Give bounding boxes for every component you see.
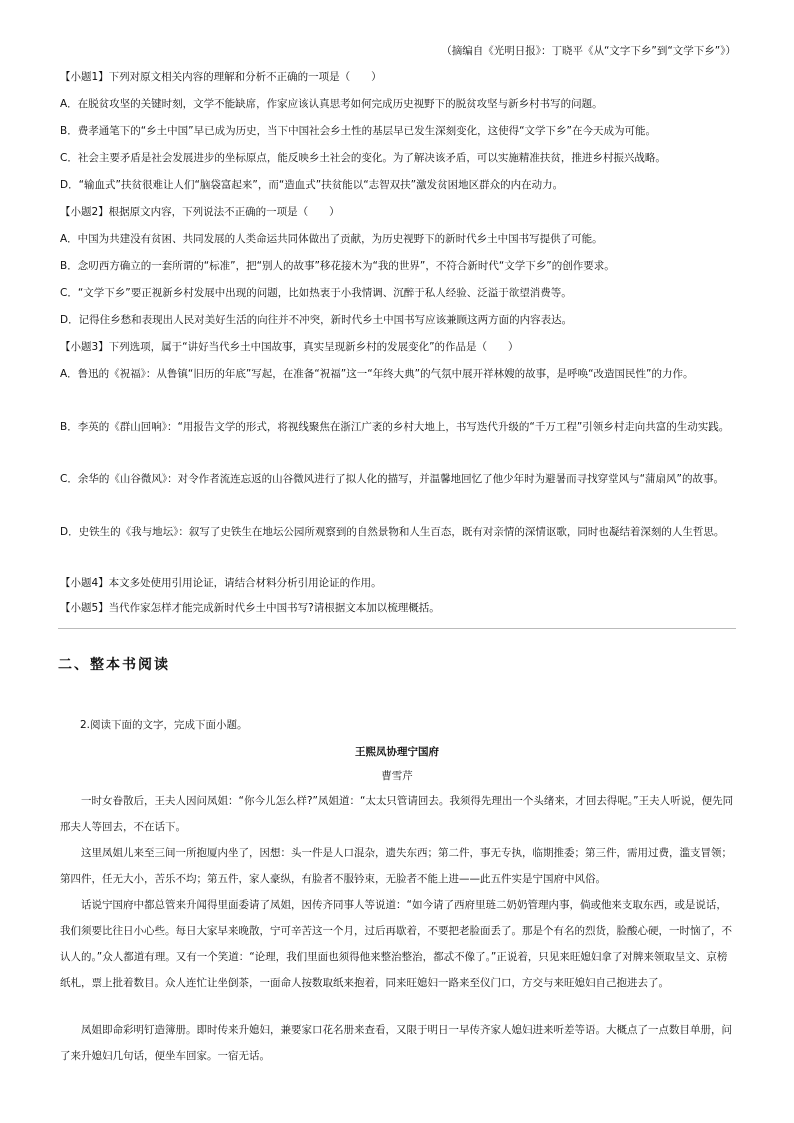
- article-paragraph-4: 凤姐即命彩明钉造簿册。即时传来升媳妇，兼要家口花名册来查看，又限于明日一早传齐家人媳妇进来听差等语。大概点了一点数目单册，问了来升媳妇几句话，便坐车回家。一宿无话。: [60, 1024, 732, 1062]
- source-citation: （摘编自《光明日报》：丁晓平《从“文字下乡”到“文学下乡”》）: [441, 45, 736, 57]
- question-3-option-b: B．李英的《群山回响》：“用报告文学的形式，将视线聚焦在浙江广袤的乡村大地上，书写迭代升级的“千万工程”引领乡村走向共富的生动实践。: [60, 421, 730, 433]
- article-title: 王熙凤协理宁国府: [355, 746, 439, 758]
- section-title: 二、整本书阅读: [58, 657, 170, 673]
- question-1-option-d: D．“输血式”扶贫很难让人们“脑袋富起来”，而“造血式”扶贫能以“志智双扶”激发贫困地区群众的内在动力。: [60, 179, 564, 191]
- article-author: 曹雪芹: [381, 770, 413, 782]
- section-divider: [58, 628, 736, 629]
- question-3-option-a: A．鲁迅的《祝福》：从鲁镇“旧历的年底”写起，在准备“祝福”这一“年终大典”的气氛中展开祥林嫂的故事，是呼唤“改造国民性”的力作。: [60, 368, 694, 380]
- question-3-option-c: C．余华的《山谷微风》：对令作者流连忘返的山谷微风进行了拟人化的描写，并温馨地回忆了他少年时为避暑而寻找穿堂风与“蒲扇风”的故事。: [60, 473, 724, 485]
- question-1-option-b: B．费孝通笔下的“乡土中国”早已成为历史，当下中国社会乡土性的基层早已发生深刻变化，这使得“文学下乡”在今天成为可能。: [60, 125, 656, 137]
- question-4: 【小题4】本文多处使用引用论证，请结合材料分析引用论证的作用。: [60, 577, 382, 589]
- question-2-option-c: C．“文学下乡”要正视新乡村发展中出现的问题，比如热衷于小我情调、沉醉于私人经验、泛溢于欲望消费等。: [60, 287, 572, 299]
- article-paragraph-3: 话说宁国府中都总管来升闻得里面委请了凤姐，因传齐同事人等说道：“如今请了西府里琏二奶奶管理内事，倘或他来支取东西，或是说话，我们须要比往日小心些。每日大家早来晚散，宁可辛苦这一个月，过后再歇着，不要把老脸面丢了。那是个有名的烈货，脸酸心硬，一时恼了，不认人的。”众人都道有理。又有一个笑道：“论理，我们里面也须得他来整治整治，都忒不像了。”正说着，只见来旺媳妇拿了对牌来领取呈文、京榜纸札，票上批着数目。众人连忙让坐倒茶，一面命人按数取纸来抱着，同来旺媳妇一路来至仪门口，方交与来旺媳妇自己抱进去了。: [60, 899, 732, 989]
- question-3-option-d: D．史铁生的《我与地坛》：叙写了史铁生在地坛公园所观察到的自然景物和人生百态，既有对亲情的深情讴歌，同时也凝结着深刻的人生哲思。: [60, 526, 725, 538]
- article-paragraph-1: 一时女眷散后，王夫人因问凤姐：“你今儿怎么样?”凤姐道：“太太只管请回去。我须得先理出一个头绪来，才回去得呢。”王夫人听说，便先同邢夫人等回去，不在话下。: [60, 795, 734, 833]
- question-1-option-c: C．社会主要矛盾是社会发展进步的坐标原点，能反映乡土社会的变化。为了解决该矛盾，可以实施精准扶贫，推进乡村振兴战略。: [60, 152, 666, 164]
- question-1-option-a: A．在脱贫攻坚的关键时刻，文学不能缺席，作家应该认真思考如何完成历史视野下的脱贫攻坚与新乡村书写的问题。: [60, 98, 603, 110]
- reading-instruction: 2.阅读下面的文字，完成下面小题。: [80, 719, 248, 731]
- question-5: 【小题5】当代作家怎样才能完成新时代乡土中国书写?请根据文本加以梳理概括。: [60, 602, 440, 614]
- question-3-stem: 【小题3】下列选项，属于“讲好当代乡土中国故事，真实呈现新乡村的发展变化”的作品是（ ）: [60, 341, 519, 353]
- article-paragraph-2: 这里凤姐儿来至三间一所抱厦内坐了，因想：头一件是人口混杂，遗失东西；第二件，事无专执，临期推委；第三件，需用过费，滥支冒领；第四件，任无大小，苦乐不均；第五件，家人豪纵，有脸者不服钤束，无脸者不能上进——此五件实是宁国府中风俗。: [60, 847, 732, 885]
- question-1-stem: 【小题1】下列对原文相关内容的理解和分析不正确的一项是（ ）: [60, 71, 382, 83]
- question-2-option-d: D．记得住乡愁和表现出人民对美好生活的向往并不冲突，新时代乡土中国书写应该兼顾这两方面的内容表达。: [60, 314, 573, 326]
- question-2-option-b: B．念叨西方确立的一套所谓的“标准”，把“别人的故事”移花接木为“我的世界”，不符合新时代“文学下乡”的创作要求。: [60, 260, 615, 272]
- question-2-stem: 【小题2】根据原文内容，下列说法不正确的一项是（ ）: [60, 206, 340, 218]
- question-2-option-a: A．中国为共建没有贫困、共同发展的人类命运共同体做出了贡献，为历史视野下的新时代乡土中国书写提供了可能。: [60, 233, 603, 245]
